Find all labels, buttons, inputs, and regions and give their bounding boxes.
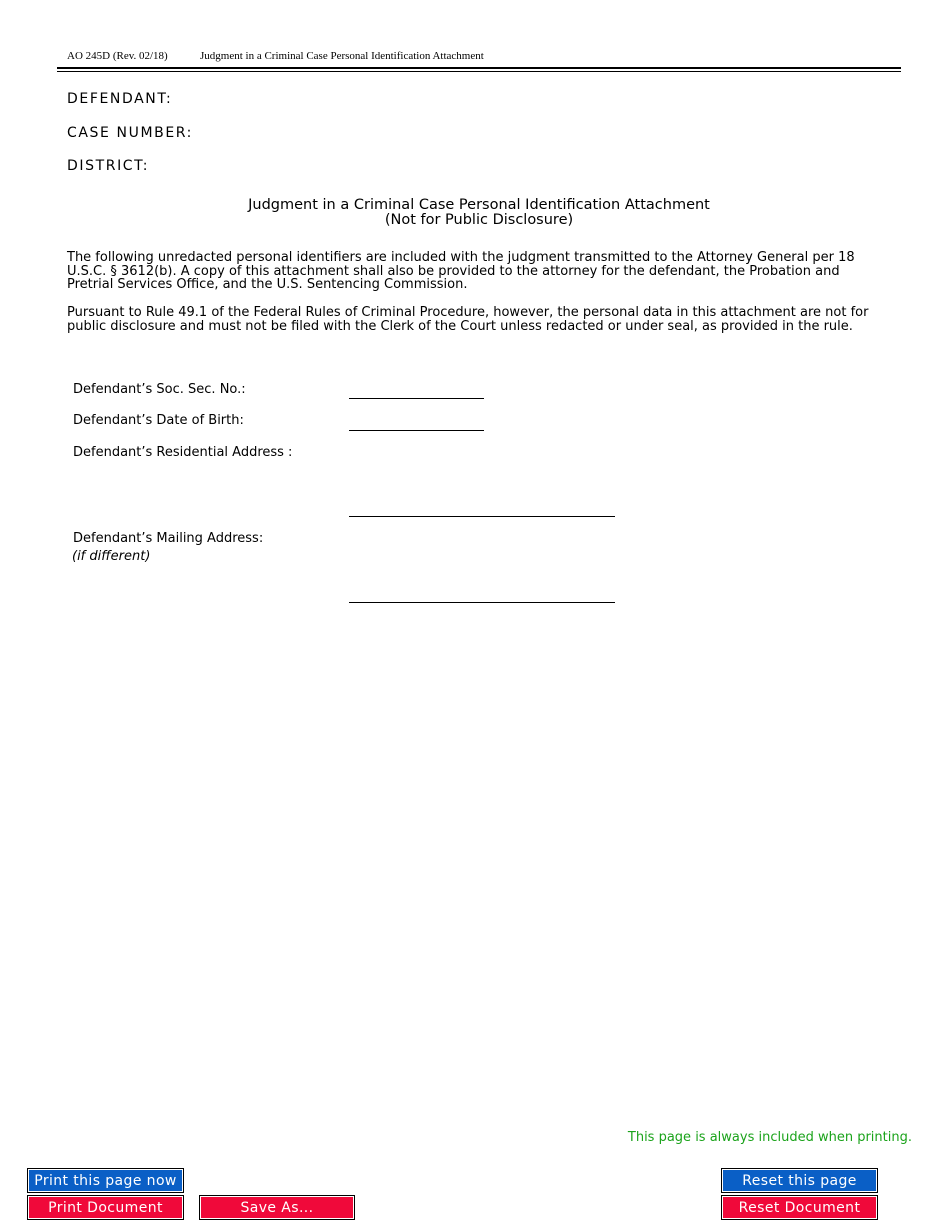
header-rule-thick xyxy=(57,67,901,69)
header-rule-thin xyxy=(57,71,901,72)
mailing-address-hint: (if different) xyxy=(72,549,151,564)
print-note: This page is always included when printing. xyxy=(627,1130,912,1145)
dob-field[interactable] xyxy=(349,411,484,429)
mailing-address-underline xyxy=(349,602,615,603)
district-caption: DISTRICT: xyxy=(67,158,150,174)
mailing-address-field[interactable] xyxy=(349,531,615,601)
reset-page-button[interactable] xyxy=(721,1168,878,1193)
residential-address-underline xyxy=(349,516,615,517)
case-number-caption: CASE NUMBER: xyxy=(67,125,193,141)
print-page-button[interactable] xyxy=(27,1168,184,1193)
document-title: Judgment in a Criminal Case Personal Identification Attachment xyxy=(248,197,710,213)
residential-address-label: Defendant’s Residential Address : xyxy=(73,445,293,460)
document-subtitle: (Not for Public Disclosure) xyxy=(384,212,574,228)
save-as-button-label: Save As... xyxy=(201,1197,353,1218)
defendant-caption: DEFENDANT: xyxy=(67,91,173,107)
print-page-button-label: Print this page now xyxy=(29,1170,182,1191)
reset-page-button-label: Reset this page xyxy=(723,1170,876,1191)
form-number: AO 245D (Rev. 02/18) xyxy=(67,50,168,62)
ssn-underline xyxy=(349,398,484,399)
reset-document-button[interactable] xyxy=(721,1195,878,1220)
rule-paragraph: Pursuant to Rule 49.1 of the Federal Rules of Criminal Procedure, however, the personal data in this attachment are not for public disclosure and must not be filed with the Clerk of the Court unless redacted or under seal, as provided in the rule. xyxy=(67,305,869,334)
residential-address-field[interactable] xyxy=(349,445,615,515)
intro-paragraph: The following unredacted personal identifiers are included with the judgment transmitted to the Attorney General per 18 U.S.C. § 3612(b). A copy of this attachment shall also be provided to the attorney for the defendant, the Probation and Pretrial Services Office, and the U.S. Sentencing Commission. xyxy=(67,250,855,292)
print-document-button[interactable] xyxy=(27,1195,184,1220)
dob-underline xyxy=(349,430,484,431)
save-as-button[interactable] xyxy=(199,1195,355,1220)
reset-document-button-label: Reset Document xyxy=(723,1197,876,1218)
ssn-field[interactable] xyxy=(349,380,484,398)
header-form-title: Judgment in a Criminal Case Personal Identification Attachment xyxy=(200,50,484,62)
mailing-address-label: Defendant’s Mailing Address: xyxy=(73,531,264,546)
ssn-label: Defendant’s Soc. Sec. No.: xyxy=(73,382,246,397)
print-document-button-label: Print Document xyxy=(29,1197,182,1218)
dob-label: Defendant’s Date of Birth: xyxy=(73,413,244,428)
